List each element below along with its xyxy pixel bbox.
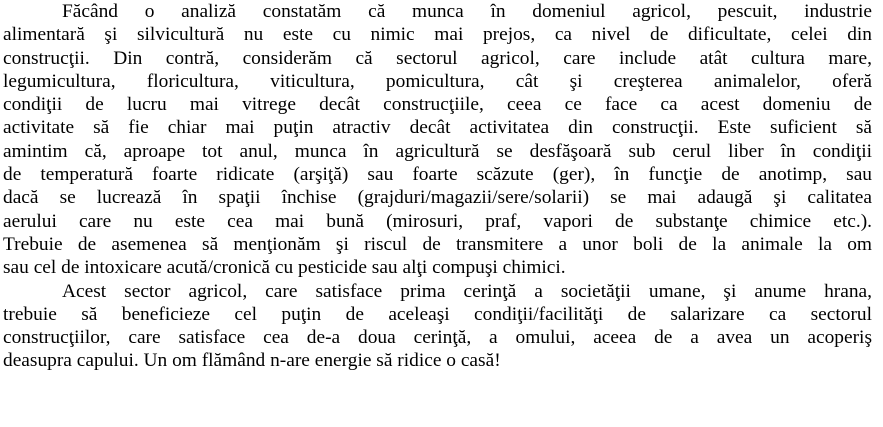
text-line: deasupra capului. Un om flămând n-are energie să ridice o casă! <box>3 350 501 372</box>
text-line: aerului care nu este cea mai bună (mirosuri, praf, vapori de substanţe chimice etc.). <box>3 210 872 232</box>
text-line: Făcând o analiză constatăm că munca în domeniul agricol, pescuit, industrie <box>62 1 872 22</box>
text-line: condiţii de lucru mai vitrege decât construcţiile, ceea ce face ca acest domeniu de <box>3 94 872 116</box>
text-line: de temperatură foarte ridicate (arşiţă) sau foarte scăzute (ger), în funcţie de anotimp, sau <box>3 164 872 186</box>
text-line: amintim că, aproape tot anul, munca în agricultură se desfăşoară sub cerul liber în condiţii <box>3 140 872 162</box>
paragraph-2 <box>0 280 883 373</box>
text-line: trebuie să beneficieze cel puţin de aceleaşi condiţii/facilităţi de salarizare ca sectorul <box>3 303 872 325</box>
text-line: sau cel de intoxicare acută/cronică cu pesticide sau alţi compuşi chimici. <box>3 257 566 279</box>
text-line: Trebuie de asemenea să menţionăm şi riscul de transmitere a unor boli de la animale la om <box>3 233 872 255</box>
text-line: dacă se lucrează în spaţii închise (grajduri/magazii/sere/solarii) se mai adaugă şi calitatea <box>3 187 872 209</box>
text-line: activitate să fie chiar mai puţin atractiv decât activitatea din construcţii. Este suficient să <box>3 117 872 139</box>
text-line: Acest sector agricol, care satisface prima cerinţă a societăţii umane, şi anume hrana, <box>62 280 872 302</box>
text-line: alimentară şi silvicultură nu este cu nimic mai prejos, ca nivel de dificultate, celei din <box>3 24 872 46</box>
text-line: construcţii. Din contră, considerăm că sectorul agricol, care include atât cultura mare, <box>3 47 872 69</box>
text-line: construcţiilor, care satisface cea de-a doua cerinţă, a omului, aceea de a avea un acoperiş <box>3 327 872 349</box>
text-line: legumicultura, floricultura, viticultura, pomicultura, cât şi creşterea animalelor, oferă <box>3 70 872 92</box>
